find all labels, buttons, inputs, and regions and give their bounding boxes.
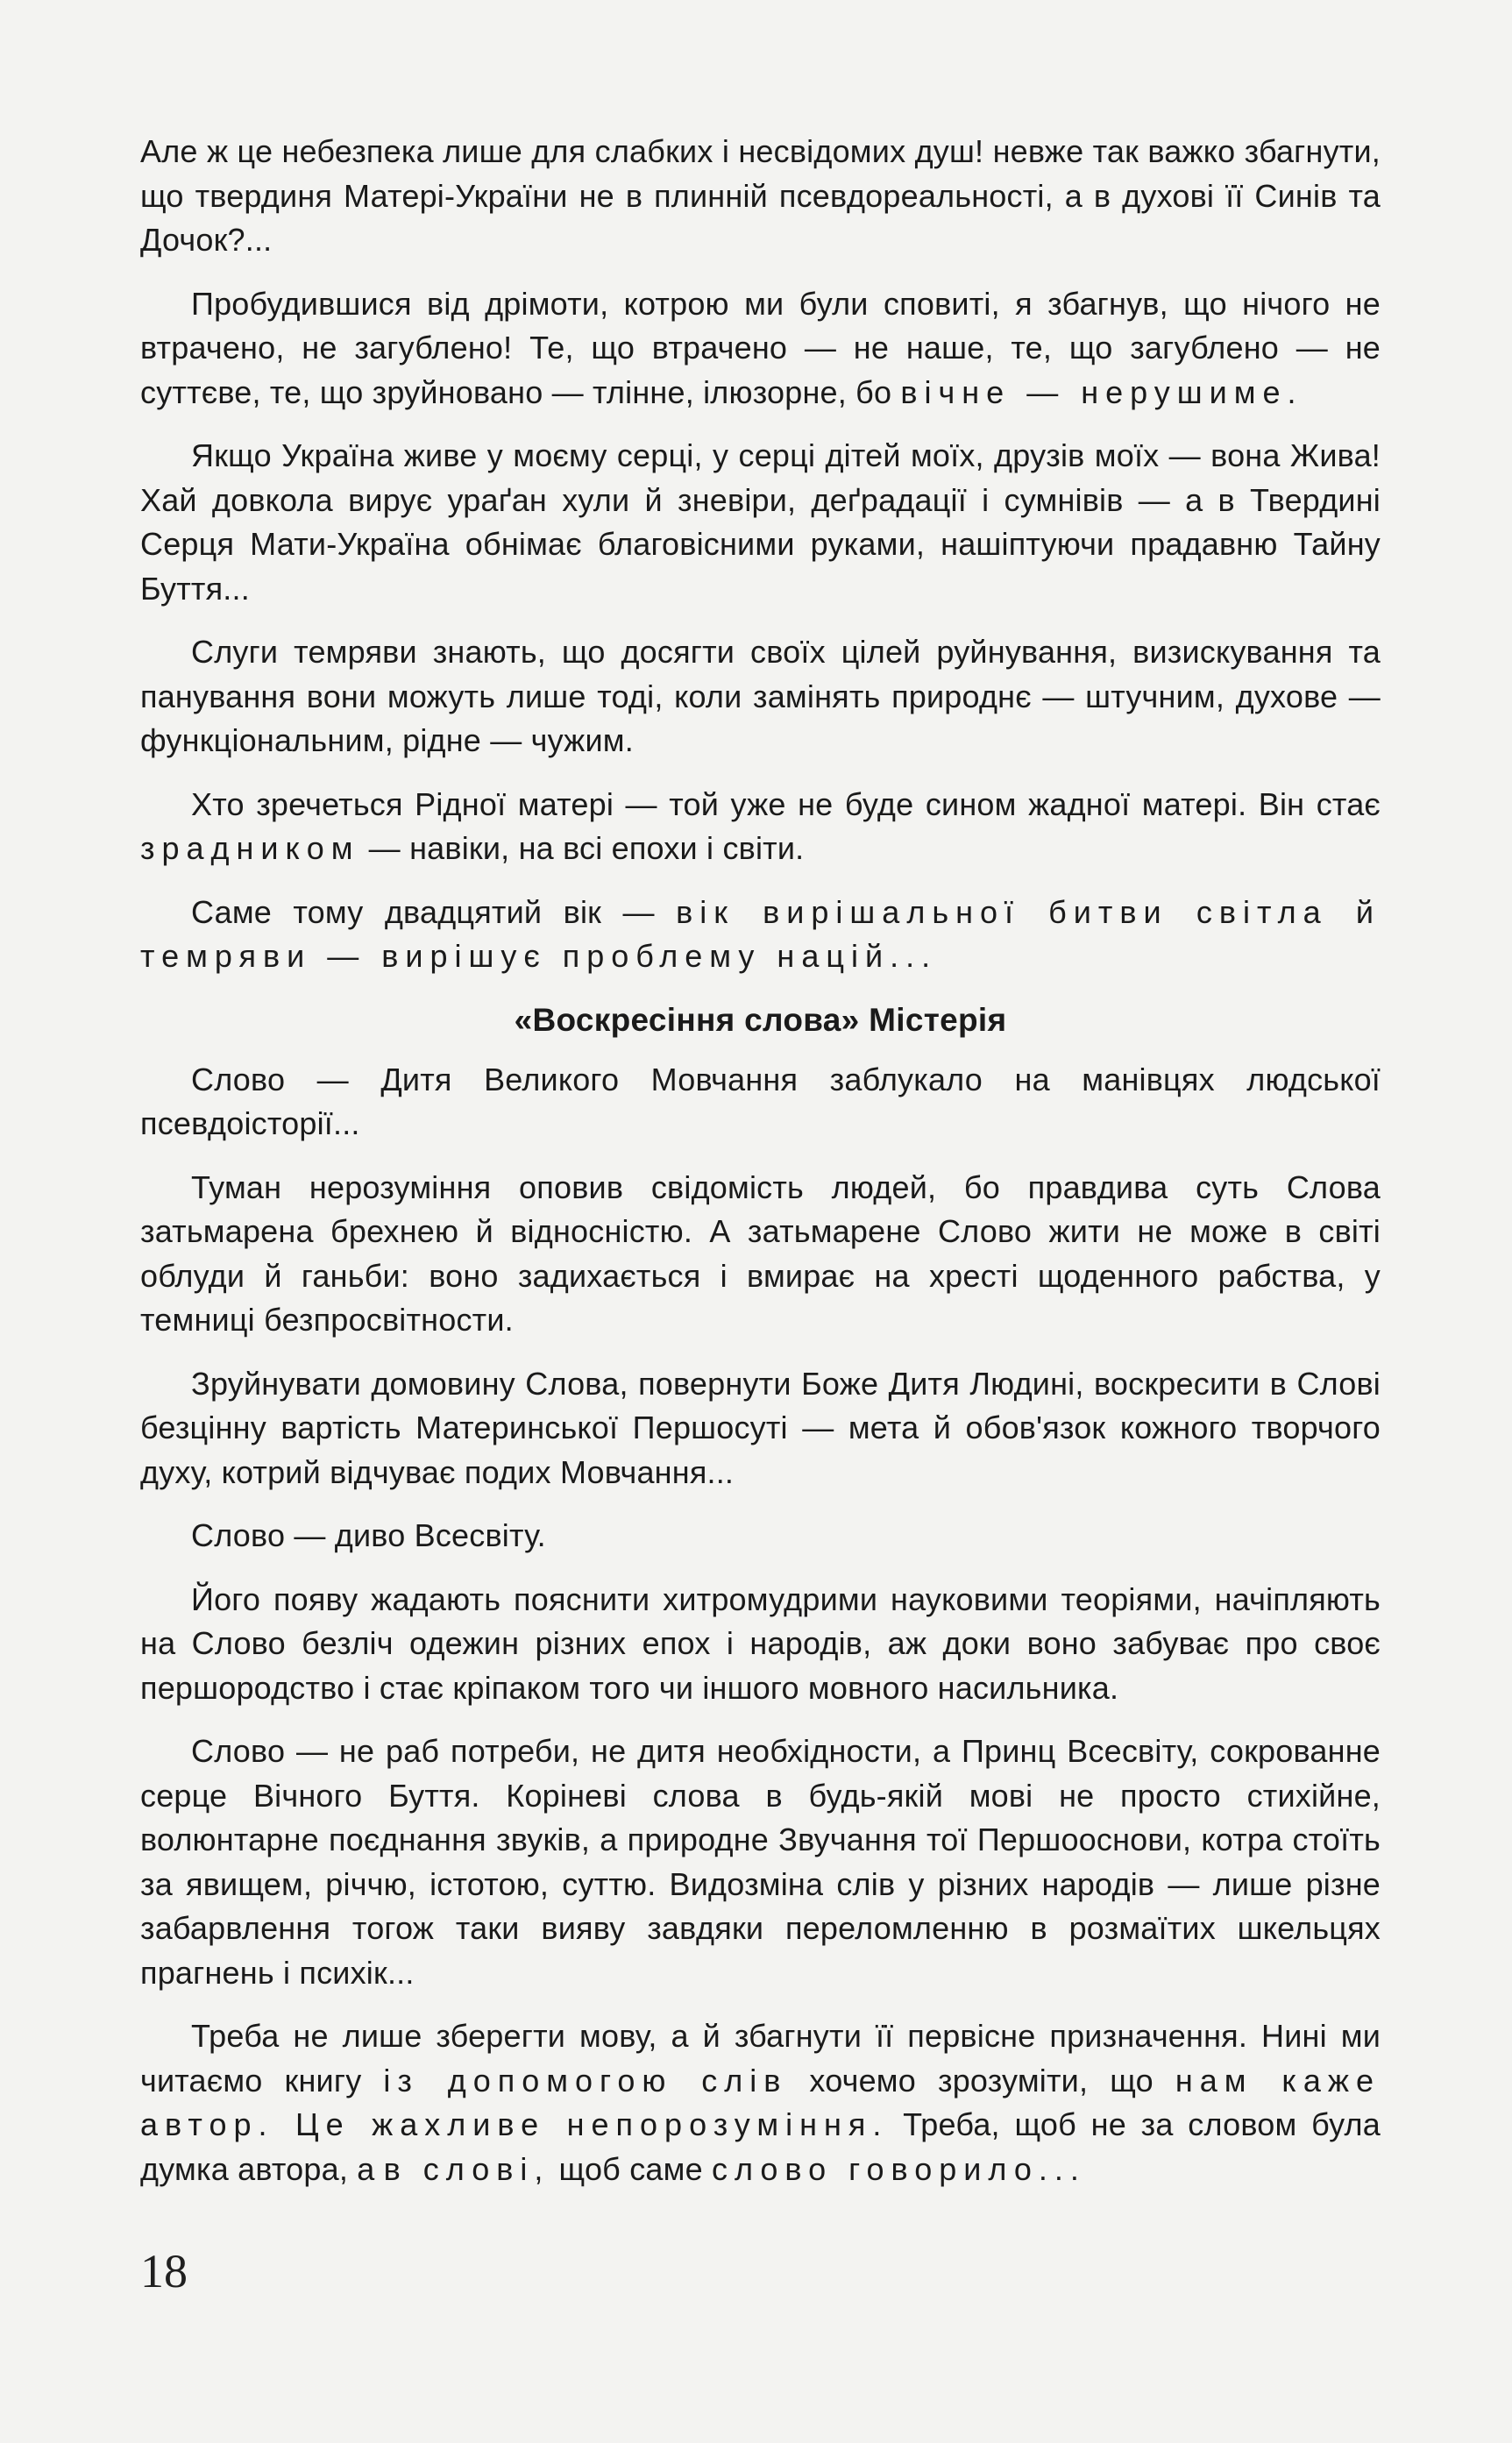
paragraph-13-text-4: щоб саме xyxy=(550,2150,712,2187)
paragraph-13-spaced-2: нам каже автор. Це жахливе непорозуміння. xyxy=(140,2062,1381,2142)
section-heading: «Воскресіння слова» Містерія xyxy=(514,1001,1007,1038)
paragraph-5 xyxy=(140,783,1381,871)
paragraph-7: Слово — Дитя Великого Мовчання заблукало на манівцях людської псевдоісторії... xyxy=(140,1061,1381,1141)
paragraph-6-text: Саме тому двадцятий вік — xyxy=(191,893,677,930)
paragraph-2 xyxy=(140,282,1381,415)
paragraph-13-text-3: Треба, щоб не за словом була думка автора, а xyxy=(140,2106,1381,2187)
paragraph-9: Зруйнувати домовину Слова, повернути Боже Дитя Людині, воскресити в Слові безцінну вартість Материнської Першосуті — мета й обов'язок кожного творчого духу, котрий відчуває подих Мовчання... xyxy=(140,1365,1381,1490)
paragraph-13-spaced-4: слово говорило... xyxy=(712,2150,1086,2187)
paragraph-10: Слово — диво Всесвіту. xyxy=(191,1517,546,1553)
paragraph-13-spaced-1: із допомогою слів xyxy=(383,2062,788,2099)
paragraph-3: Якщо Україна живе у моєму серці, у серці дітей моїх, друзів моїх — вона Жива! Хай довкола вирує ураґан хули й зневіри, деґрадації і сумнівів — а в Твердині Серця Мати-Україна обнімає благовісними руками, нашіптуючи прадавню Тайну Буття... xyxy=(140,437,1381,607)
paragraph-5-spaced: зрадником xyxy=(140,830,360,866)
page-body xyxy=(140,130,1381,2211)
paragraph-13-text: Треба не лише зберегти мову, а й збагнути її первісне призначення. Нині ми читаємо книгу xyxy=(140,2018,1381,2099)
paragraph-2-text: Пробудившися від дрімоти, котрою ми були сповиті, я збагнув, що нічого не втрачено, не загублено! Те, що втрачено — не наше, те, що загублено — не суттєве, те, що зруйновано — тлінне, ілюзорне, бо xyxy=(140,285,1381,410)
paragraph-13-text-2: хочемо зрозуміти, що xyxy=(787,2062,1175,2099)
paragraph-8: Туман нерозуміння оповив свідомість людей, бо правдива суть Слова затьмарена брехнею й відносністю. А затьмарене Слово жити не може в світі облуди й ганьби: воно задихається і вмирає на хресті щоденного рабства, у темниці безпросвітности. xyxy=(140,1168,1381,1338)
paragraph-12: Слово — не раб потреби, не дитя необхідности, а Принц Всесвіту, сокрованне серце Вічного Буття. Коріневі слова в будь-якій мові не просто стихійне, волюнтарне поєднання звуків, а природне Звучання тої Першооснови, котра стоїть за явищем, річчю, істотою, суттю. Видозміна слів у різних народів — лише різне забарвлення тогож таки вияву завдяки переломленню в розмаїтих шкельцях прагнень і психік... xyxy=(140,1733,1381,1991)
paragraph-5-text: Хто зречеться Рідної матері — той уже не буде сином жадної матері. Він стає xyxy=(191,785,1381,822)
paragraph-6-spaced: вік вирішальної битви світла й темряви — вирішує проблему націй... xyxy=(140,893,1381,974)
page-number: 18 xyxy=(140,2245,188,2297)
paragraph-11: Його появу жадають пояснити хитромудрими науковими теоріями, начіпляють на Слово безліч одежин різних епох і народів, аж доки воно забуває про своє першородство і стає кріпаком того чи іншого мовного насильника. xyxy=(140,1580,1381,1706)
paragraph-2-spaced: вічне — нерушиме. xyxy=(900,373,1303,410)
paragraph-4: Слуги темряви знають, що досягти своїх цілей руйнування, визискування та панування вони можуть лише тоді, коли замінять природнє — штучним, духове — функціональним, рідне — чужим. xyxy=(140,634,1381,758)
paragraph-5-tail: — навіки, на всі епохи і світи. xyxy=(359,830,805,866)
paragraph-1: Але ж це небезпека лише для слабких і несвідомих душ! невже так важко збагнути, що твердиня Матері-України не в плинній псевдореальності, а в духові її Синів та Дочок?... xyxy=(140,133,1381,258)
paragraph-13 xyxy=(140,2014,1381,2191)
paragraph-6 xyxy=(140,891,1381,979)
paragraph-13-spaced-3: в слові, xyxy=(383,2150,550,2187)
